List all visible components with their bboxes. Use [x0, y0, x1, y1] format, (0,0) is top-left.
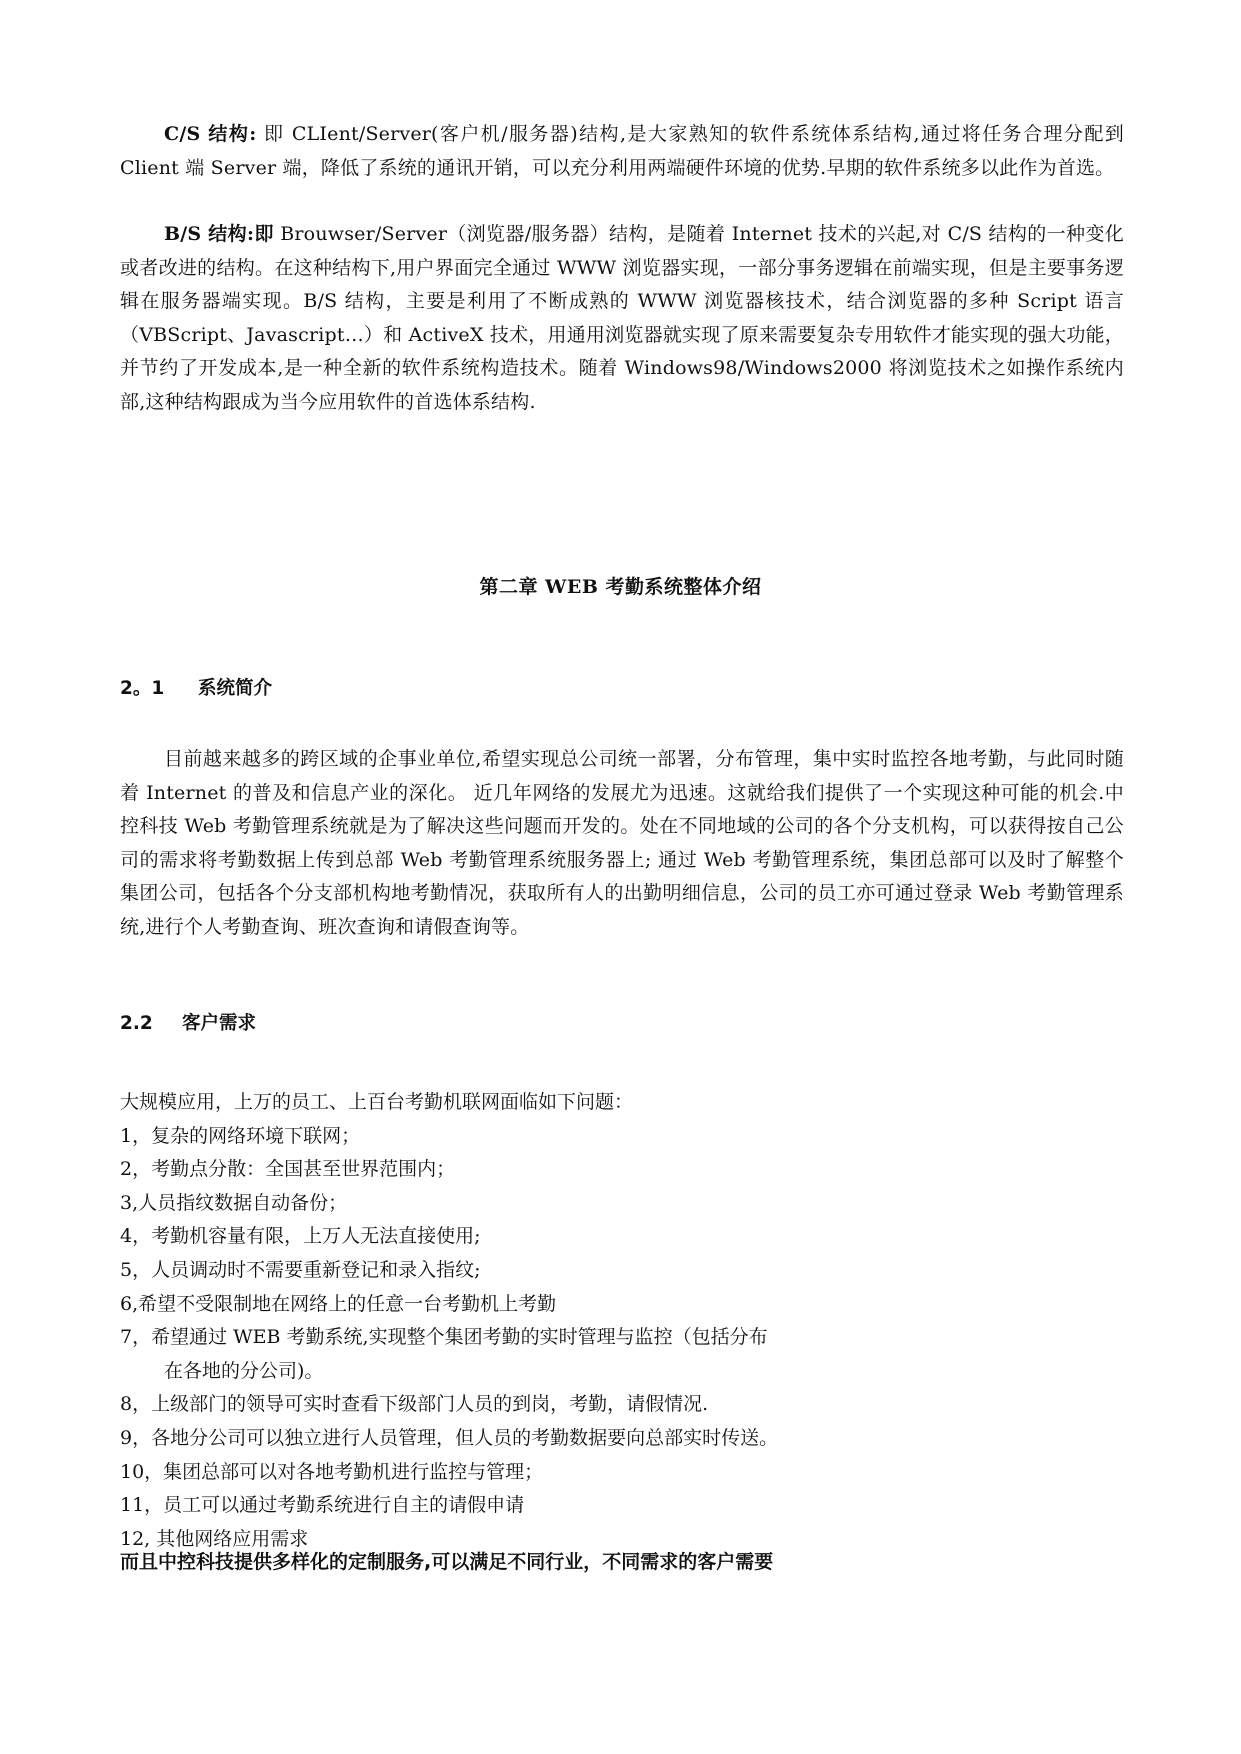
- closing-statement: 而且中控科技提供多样化的定制服务,可以满足不同行业，不同需求的客户需要: [120, 1551, 774, 1573]
- cs-structure-term: C/S 结构:: [164, 123, 257, 145]
- list-item: 9，各地分公司可以独立进行人员管理，但人员的考勤数据要向总部实时传送。: [120, 1426, 779, 1449]
- bs-structure-paragraph: [120, 218, 1124, 419]
- requirements-list: [120, 1086, 1124, 1556]
- bs-structure-term: B/S 结构:即: [164, 223, 274, 245]
- list-item: 大规模应用，上万的员工、上百台考勤机联网面临如下问题：: [120, 1091, 634, 1113]
- chapter-title: 第二章 WEB 考勤系统整体介绍: [479, 576, 762, 598]
- section-2-1-heading: [120, 674, 272, 704]
- list-item: 2，考勤点分散：全国甚至世界范围内；: [120, 1158, 456, 1181]
- list-item-continuation: 在各地的分公司)。: [164, 1359, 324, 1382]
- cs-structure-paragraph: [120, 118, 1124, 185]
- list-item: 1，复杂的网络环境下联网；: [120, 1124, 361, 1147]
- list-item: 12, 其他网络应用需求: [120, 1527, 309, 1550]
- section-2-2-number: 2.2: [120, 1013, 153, 1034]
- cs-structure-text: 即 CLIent/Server(客户机/服务器)结构,是大家熟知的软件系统体系结构,通过将任务合理分配到 Client 端 Server 端，降低了系统的通讯开销，可以充分利用两端硬件环境的优势.早期的软件系统多以此作为首选。: [120, 123, 1124, 179]
- list-item: 11，员工可以通过考勤系统进行自主的请假申请: [120, 1494, 525, 1517]
- list-item: 3,人员指纹数据自动备份；: [120, 1191, 348, 1214]
- section-2-1-body: 目前越来越多的跨区域的企事业单位,希望实现总公司统一部署，分布管理，集中实时监控各地考勤，与此同时随着 Internet 的普及和信息产业的深化。 近几年网络的发展尤为迅速。这就给我们提供了一个实现这种可能的机会.中控科技 Web 考勤管理系统就是为了解决这些问题而开发的。处在不同地域的公司的各个分支机构，可以获得按自己公司的需求将考勤数据上传到总部 Web 考勤管理系统服务器上; 通过 Web 考勤管理系统，集团总部可以及时了解整个集团公司，包括各个分支部机构地考勤情况，获取所有人的出勤明细信息，公司的员工亦可通过登录 Web 考勤管理系统,进行个人考勤查询、班次查询和请假查询等。: [120, 748, 1124, 938]
- list-item: 5，人员调动时不需要重新登记和录入指纹;: [120, 1258, 481, 1281]
- list-item: 10，集团总部可以对各地考勤机进行监控与管理；: [120, 1460, 544, 1483]
- section-2-2-heading: [120, 1009, 256, 1039]
- list-item: 8，上级部门的领导可实时查看下级部门人员的到岗，考勤，请假情况.: [120, 1393, 709, 1416]
- list-item: 7，希望通过 WEB 考勤系统,实现整个集团考勤的实时管理与监控（包括分布: [120, 1326, 768, 1349]
- list-item: 4，考勤机容量有限，上万人无法直接使用;: [120, 1225, 481, 1248]
- list-item: 6,希望不受限制地在网络上的任意一台考勤机上考勤: [120, 1292, 557, 1315]
- section-2-2-title: 客户需求: [182, 1013, 257, 1034]
- section-2-1-number: 2。1: [120, 678, 165, 699]
- section-2-1-title: 系统简介: [198, 678, 273, 699]
- bs-structure-text: Brouwser/Server（浏览器/服务器）结构，是随着 Internet 技术的兴起,对 C/S 结构的一种变化或者改进的结构。在这种结构下,用户界面完全通过 WWW 浏览器实现，一部分事务逻辑在前端实现，但是主要事务逻辑在服务器端实现。B/S 结构，主要是利用了不断成熟的 WWW 浏览器核技术，结合浏览器的多种 Script 语言（VBScript、Javascript…）和 ActiveX 技术，用通用浏览器就实现了原来需要复杂专用软件才能实现的强大功能，并节约了开发成本,是一种全新的软件系统构造技术。随着 Windows98/Windows2000 将浏览技术之如操作系统内部,这种结构跟成为当今应用软件的首选体系结构.: [120, 223, 1124, 413]
